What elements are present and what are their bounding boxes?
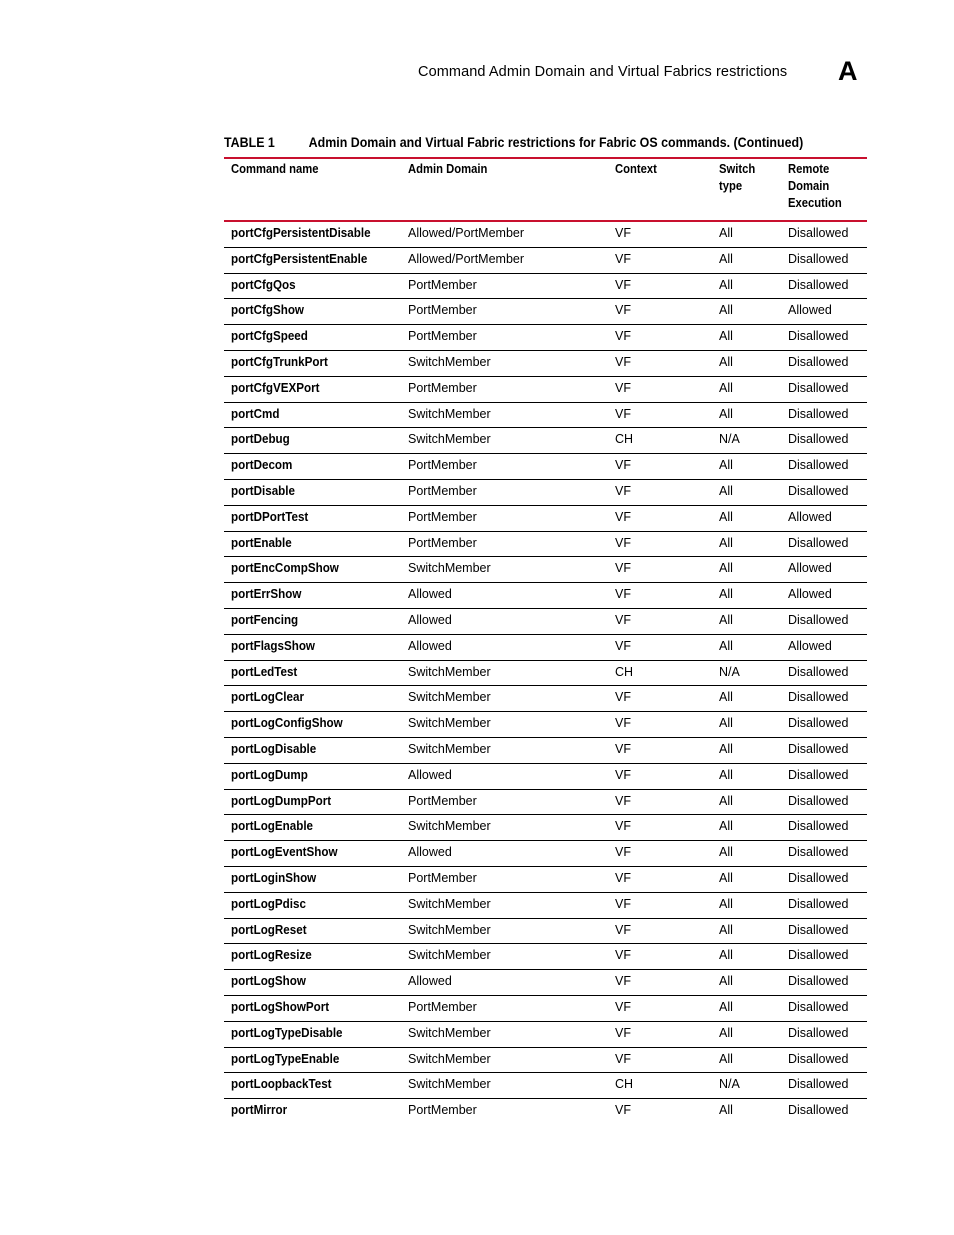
table-row [224, 583, 867, 609]
admin-domain-cell: SwitchMember [408, 896, 491, 911]
remote-domain-cell: Allowed [788, 587, 832, 602]
admin-domain-cell: Allowed [408, 587, 452, 602]
switch-type-cell: All [719, 1025, 733, 1040]
command-name-cell: portEncCompShow [231, 561, 339, 576]
switch-type-cell: All [719, 251, 733, 266]
switch-type-cell: All [719, 587, 733, 602]
table-row [224, 557, 867, 583]
running-header: Command Admin Domain and Virtual Fabrics restrictions [418, 64, 788, 80]
remote-domain-cell: Disallowed [788, 664, 849, 679]
admin-domain-cell: SwitchMember [408, 922, 491, 937]
context-cell: VF [615, 484, 631, 498]
context-cell: VF [615, 974, 631, 989]
switch-type-cell: All [719, 226, 733, 240]
switch-type-cell: All [719, 716, 733, 731]
table-row [224, 764, 867, 790]
admin-domain-cell: PortMember [408, 484, 477, 498]
table-row [224, 1048, 867, 1074]
command-name-cell: portLogShow [231, 974, 306, 989]
switch-type-cell: All [719, 303, 733, 318]
command-name-cell: portDisable [231, 484, 295, 498]
table-row [224, 944, 867, 970]
admin-domain-cell: SwitchMember [408, 432, 491, 447]
admin-domain-cell: PortMember [408, 1000, 477, 1014]
table-row [224, 351, 867, 377]
remote-domain-cell: Disallowed [788, 613, 849, 627]
table-row [224, 712, 867, 738]
admin-domain-cell: Allowed/PortMember [408, 251, 525, 266]
table-row [224, 661, 867, 687]
admin-domain-cell: SwitchMember [408, 406, 491, 421]
switch-type-cell: All [719, 484, 733, 498]
admin-domain-cell: PortMember [408, 1103, 477, 1118]
command-name-cell: portLogTypeDisable [231, 1025, 343, 1040]
table-label: TABLE 1 [224, 135, 275, 150]
switch-type-cell: All [719, 948, 733, 963]
switch-type-cell: All [719, 406, 733, 421]
switch-type-cell: All [719, 819, 733, 834]
context-cell: VF [615, 303, 631, 318]
admin-domain-cell: SwitchMember [408, 1025, 491, 1040]
command-name-cell: portLogClear [231, 690, 304, 705]
remote-domain-cell: Disallowed [788, 767, 849, 782]
admin-domain-cell: SwitchMember [408, 561, 491, 576]
column-header-remote-domain: Remote Domain Execution [788, 162, 842, 210]
table-row [224, 532, 867, 558]
remote-domain-cell: Disallowed [788, 329, 849, 344]
context-cell: VF [615, 329, 631, 344]
table-row [224, 480, 867, 506]
context-cell: VF [615, 458, 631, 473]
switch-type-cell: All [719, 742, 733, 756]
remote-domain-cell: Disallowed [788, 922, 849, 937]
command-name-cell: portCfgShow [231, 303, 304, 318]
table-row [224, 635, 867, 661]
context-cell: VF [615, 226, 631, 240]
context-cell: VF [615, 251, 631, 266]
admin-domain-cell: Allowed [408, 638, 452, 653]
admin-domain-cell: PortMember [408, 329, 477, 344]
switch-type-cell: All [719, 380, 733, 395]
remote-domain-cell: Disallowed [788, 845, 849, 860]
admin-domain-cell: Allowed [408, 845, 452, 860]
remote-domain-cell: Disallowed [788, 690, 849, 705]
command-name-cell: portEnable [231, 535, 292, 550]
switch-type-cell: N/A [719, 1077, 740, 1092]
admin-domain-cell: SwitchMember [408, 819, 491, 834]
command-name-cell: portCfgPersistentDisable [231, 226, 371, 240]
context-cell: CH [615, 432, 634, 447]
switch-type-cell: All [719, 845, 733, 860]
table-row [224, 506, 867, 532]
table-row [224, 377, 867, 403]
remote-domain-cell: Disallowed [788, 948, 849, 963]
context-cell: VF [615, 406, 631, 421]
table-row [224, 790, 867, 816]
context-cell: VF [615, 819, 631, 834]
table-row [224, 299, 867, 325]
table-row [224, 403, 867, 429]
command-name-cell: portCmd [231, 406, 280, 421]
remote-domain-cell: Disallowed [788, 1077, 849, 1092]
admin-domain-cell: PortMember [408, 509, 477, 524]
table-row [224, 867, 867, 893]
table-row [224, 1022, 867, 1048]
admin-domain-cell: SwitchMember [408, 690, 491, 705]
switch-type-cell: N/A [719, 432, 740, 447]
column-header-command: Command name [231, 162, 319, 176]
remote-domain-cell: Disallowed [788, 819, 849, 834]
table-row [224, 222, 867, 248]
context-cell: VF [615, 690, 631, 705]
remote-domain-cell: Disallowed [788, 974, 849, 989]
command-name-cell: portLogReset [231, 922, 307, 937]
admin-domain-cell: SwitchMember [408, 716, 491, 731]
table-row [224, 738, 867, 764]
command-name-cell: portLedTest [231, 664, 298, 679]
admin-domain-cell: Allowed [408, 767, 452, 782]
table-row [224, 970, 867, 996]
command-name-cell: portLogDump [231, 767, 308, 782]
remote-domain-cell: Allowed [788, 303, 832, 318]
command-name-cell: portMirror [231, 1103, 288, 1118]
context-cell: VF [615, 561, 631, 576]
command-name-cell: portLoopbackTest [231, 1077, 332, 1092]
remote-domain-cell: Disallowed [788, 226, 849, 240]
remote-domain-cell: Disallowed [788, 484, 849, 498]
switch-type-cell: All [719, 974, 733, 989]
context-cell: VF [615, 613, 631, 627]
table-row [224, 841, 867, 867]
remote-domain-cell: Disallowed [788, 1103, 849, 1118]
admin-domain-cell: SwitchMember [408, 948, 491, 963]
table-title: Admin Domain and Virtual Fabric restrictions for Fabric OS commands. (Continued) [308, 135, 804, 150]
context-cell: VF [615, 871, 631, 885]
admin-domain-cell: PortMember [408, 380, 477, 395]
context-cell: VF [615, 355, 631, 369]
remote-domain-cell: Disallowed [788, 535, 849, 550]
context-cell: VF [615, 535, 631, 550]
table-row [224, 919, 867, 945]
command-name-cell: portDecom [231, 458, 293, 473]
context-cell: CH [615, 1077, 634, 1092]
admin-domain-cell: PortMember [408, 277, 477, 292]
switch-type-cell: All [719, 638, 733, 653]
context-cell: VF [615, 509, 631, 524]
switch-type-cell: All [719, 329, 733, 344]
switch-type-cell: All [719, 896, 733, 911]
remote-domain-cell: Disallowed [788, 1000, 849, 1014]
switch-type-cell: All [719, 871, 733, 885]
table-row [224, 1099, 867, 1125]
table-row [224, 274, 867, 300]
admin-domain-cell: SwitchMember [408, 742, 491, 756]
command-name-cell: portLogConfigShow [231, 716, 343, 731]
command-name-cell: portLogDisable [231, 742, 317, 756]
context-cell: VF [615, 845, 631, 860]
remote-domain-cell: Disallowed [788, 380, 849, 395]
context-cell: VF [615, 767, 631, 782]
switch-type-cell: All [719, 1103, 733, 1118]
admin-domain-cell: PortMember [408, 535, 477, 550]
context-cell: VF [615, 587, 631, 602]
admin-domain-cell: PortMember [408, 458, 477, 473]
command-name-cell: portCfgSpeed [231, 329, 308, 344]
remote-domain-cell: Disallowed [788, 793, 849, 808]
command-name-cell: portLogPdisc [231, 896, 306, 911]
table-row [224, 1073, 867, 1099]
context-cell: VF [615, 1051, 631, 1066]
command-name-cell: portLoginShow [231, 871, 317, 885]
command-name-cell: portCfgQos [231, 277, 296, 292]
switch-type-cell: All [719, 793, 733, 808]
context-cell: VF [615, 742, 631, 756]
command-name-cell: portLogResize [231, 948, 312, 963]
command-name-cell: portDPortTest [231, 509, 309, 524]
command-name-cell: portDebug [231, 432, 290, 447]
remote-domain-cell: Disallowed [788, 1025, 849, 1040]
remote-domain-cell: Disallowed [788, 716, 849, 731]
context-cell: VF [615, 896, 631, 911]
context-cell: VF [615, 1000, 631, 1014]
context-cell: VF [615, 277, 631, 292]
context-cell: VF [615, 638, 631, 653]
switch-type-cell: All [719, 1000, 733, 1014]
table-row [224, 454, 867, 480]
command-name-cell: portLogEnable [231, 819, 314, 834]
switch-type-cell: All [719, 561, 733, 576]
switch-type-cell: All [719, 535, 733, 550]
column-header-switch-type: Switch type [719, 162, 756, 193]
remote-domain-cell: Disallowed [788, 871, 849, 885]
context-cell: VF [615, 793, 631, 808]
command-name-cell: portCfgTrunkPort [231, 355, 328, 369]
column-header-context: Context [615, 162, 657, 176]
context-cell: VF [615, 1025, 631, 1040]
context-cell: VF [615, 922, 631, 937]
context-cell: VF [615, 948, 631, 963]
command-name-cell: portCfgVEXPort [231, 380, 320, 395]
admin-domain-cell: SwitchMember [408, 664, 491, 679]
remote-domain-cell: Disallowed [788, 355, 849, 369]
table-row [224, 325, 867, 351]
table-row [224, 428, 867, 454]
command-name-cell: portLogDumpPort [231, 793, 332, 808]
remote-domain-cell: Allowed [788, 561, 832, 576]
appendix-letter: A [838, 56, 858, 86]
table-row [224, 686, 867, 712]
remote-domain-cell: Disallowed [788, 896, 849, 911]
context-cell: VF [615, 1103, 631, 1118]
admin-domain-cell: SwitchMember [408, 1051, 491, 1066]
table-caption [224, 135, 815, 150]
switch-type-cell: All [719, 355, 733, 369]
remote-domain-cell: Disallowed [788, 406, 849, 421]
command-name-cell: portCfgPersistentEnable [231, 251, 368, 266]
switch-type-cell: N/A [719, 664, 740, 679]
remote-domain-cell: Disallowed [788, 251, 849, 266]
remote-domain-cell: Disallowed [788, 742, 849, 756]
command-name-cell: portFlagsShow [231, 638, 315, 653]
column-header-admin-domain: Admin Domain [408, 162, 488, 176]
admin-domain-cell: Allowed [408, 613, 452, 627]
admin-domain-cell: Allowed [408, 974, 452, 989]
table-top-rule [224, 157, 867, 159]
context-cell: VF [615, 716, 631, 731]
admin-domain-cell: SwitchMember [408, 1077, 491, 1092]
command-name-cell: portLogEventShow [231, 845, 338, 860]
switch-type-cell: All [719, 458, 733, 473]
command-name-cell: portLogShowPort [231, 1000, 330, 1014]
admin-domain-cell: PortMember [408, 793, 477, 808]
table-row [224, 815, 867, 841]
table-row [224, 893, 867, 919]
context-cell: VF [615, 380, 631, 395]
table-row [224, 996, 867, 1022]
remote-domain-cell: Disallowed [788, 458, 849, 473]
admin-domain-cell: PortMember [408, 871, 477, 885]
remote-domain-cell: Disallowed [788, 432, 849, 447]
remote-domain-cell: Allowed [788, 638, 832, 653]
table-row [224, 609, 867, 635]
command-name-cell: portLogTypeEnable [231, 1051, 340, 1066]
switch-type-cell: All [719, 1051, 733, 1066]
switch-type-cell: All [719, 613, 733, 627]
switch-type-cell: All [719, 922, 733, 937]
admin-domain-cell: SwitchMember [408, 355, 491, 369]
switch-type-cell: All [719, 277, 733, 292]
command-name-cell: portFencing [231, 613, 299, 627]
switch-type-cell: All [719, 509, 733, 524]
remote-domain-cell: Disallowed [788, 277, 849, 292]
remote-domain-cell: Disallowed [788, 1051, 849, 1066]
switch-type-cell: All [719, 767, 733, 782]
admin-domain-cell: Allowed/PortMember [408, 226, 525, 240]
table-row [224, 248, 867, 274]
remote-domain-cell: Allowed [788, 509, 832, 524]
switch-type-cell: All [719, 690, 733, 705]
context-cell: CH [615, 664, 634, 679]
command-name-cell: portErrShow [231, 587, 302, 602]
admin-domain-cell: PortMember [408, 303, 477, 318]
